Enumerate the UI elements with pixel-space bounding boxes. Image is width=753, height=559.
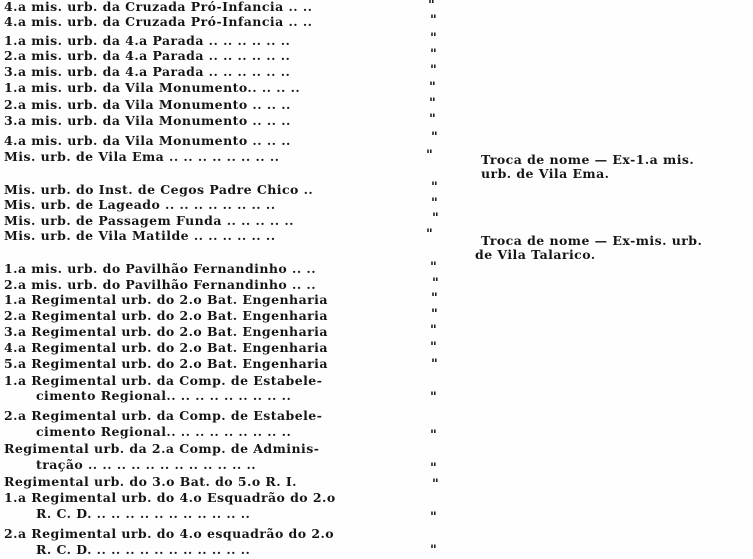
ditto-mark: " xyxy=(430,63,437,78)
entry-line: Mis. urb. de Vila Matilde .. .. .. .. .. .. xyxy=(4,228,276,243)
ditto-mark: " xyxy=(430,31,437,46)
entry-line-continuation: cimento Regional.. .. .. .. .. .. .. .. .. xyxy=(36,388,292,403)
ditto-mark: " xyxy=(426,148,433,163)
note-rename-line-2: de Vila Talarico. xyxy=(475,247,596,262)
entry-line: Mis. urb. de Vila Ema .. .. .. .. .. .. .. .. xyxy=(4,149,280,164)
note-rename-line-1: Troca de nome — Ex-mis. urb. xyxy=(481,233,703,248)
entry-line: 1.a Regimental urb. do 2.o Bat. Engenharia xyxy=(4,292,328,307)
entry-line-continuation: R. C. D. .. .. .. .. .. .. .. .. .. .. .. xyxy=(36,542,251,557)
entry-line: 4.a mis. urb. da Cruzada Pró-Infancia .. .. xyxy=(4,14,313,29)
entry-line: 2.a mis. urb. da Vila Monumento .. .. .. xyxy=(4,97,291,112)
entry-line: 1.a mis. urb. da 4.a Parada .. .. .. .. .. .. xyxy=(4,33,291,48)
ditto-mark: " xyxy=(430,47,437,62)
ditto-mark: " xyxy=(431,180,438,195)
entry-line: 2.a Regimental urb. da Comp. de Estabele- xyxy=(4,408,323,423)
ditto-mark: " xyxy=(429,112,436,127)
entry-line: 4.a Regimental urb. do 2.o Bat. Engenharia xyxy=(4,340,328,355)
ditto-mark: " xyxy=(430,461,437,476)
entry-line: 3.a mis. urb. da 4.a Parada .. .. .. .. .. .. xyxy=(4,64,291,79)
ditto-mark: " xyxy=(426,227,433,242)
ditto-mark: " xyxy=(430,323,437,338)
entry-line: 4.a mis. urb. da Cruzada Pró-Infancia .. .. xyxy=(4,0,313,14)
ditto-mark: " xyxy=(432,211,439,226)
ditto-mark: " xyxy=(432,477,439,492)
ditto-mark: " xyxy=(431,196,438,211)
entry-line: Mis. urb. do Inst. de Cegos Padre Chico .. xyxy=(4,182,314,197)
ditto-mark: " xyxy=(430,340,437,355)
entry-line: Regimental urb. da 2.a Comp. de Adminis- xyxy=(4,441,320,456)
entry-line: Mis. urb. de Passagem Funda .. .. .. .. .. xyxy=(4,213,294,228)
entry-line: 4.a mis. urb. da Vila Monumento .. .. .. xyxy=(4,133,291,148)
ditto-mark: " xyxy=(430,260,437,275)
entry-line: 2.a mis. urb. do Pavilhão Fernandinho .. .. xyxy=(4,277,317,292)
ditto-mark: " xyxy=(431,130,438,145)
entry-line: 1.a mis. urb. do Pavilhão Fernandinho .. .. xyxy=(4,261,317,276)
note-rename-line-2: urb. de Vila Ema. xyxy=(481,166,610,181)
ditto-mark: " xyxy=(430,390,437,405)
ditto-mark: " xyxy=(429,80,436,95)
entry-line: 3.a Regimental urb. do 2.o Bat. Engenharia xyxy=(4,324,328,339)
ditto-mark: " xyxy=(430,428,437,443)
ditto-mark: " xyxy=(430,543,437,558)
entry-line: Regimental urb. do 3.o Bat. do 5.o R. I. xyxy=(4,474,297,489)
ditto-mark: " xyxy=(429,96,436,111)
ditto-mark: " xyxy=(431,307,438,322)
ditto-mark: " xyxy=(431,357,438,372)
note-rename-line-1: Troca de nome — Ex-1.a mis. xyxy=(481,152,695,167)
ditto-mark: " xyxy=(431,291,438,306)
entry-line: 2.a Regimental urb. do 4.o esquadrão do 2.o xyxy=(4,526,335,541)
entry-line: 2.a mis. urb. da 4.a Parada .. .. .. .. .. .. xyxy=(4,48,291,63)
ditto-mark: " xyxy=(430,13,437,28)
ditto-mark: " xyxy=(428,0,435,13)
entry-line-continuation: R. C. D. .. .. .. .. .. .. .. .. .. .. .. xyxy=(36,506,251,521)
entry-line: 5.a Regimental urb. do 2.o Bat. Engenharia xyxy=(4,356,328,371)
ditto-mark: " xyxy=(432,276,439,291)
ditto-mark: " xyxy=(430,510,437,525)
entry-line: Mis. urb. de Lageado .. .. .. .. .. .. .. .. xyxy=(4,197,276,212)
entry-line-continuation: cimento Regional.. .. .. .. .. .. .. .. .. xyxy=(36,424,292,439)
entry-line: 2.a Regimental urb. do 2.o Bat. Engenharia xyxy=(4,308,328,323)
entry-line: 1.a mis. urb. da Vila Monumento.. .. .. .. xyxy=(4,80,301,95)
entry-line-continuation: tração .. .. .. .. .. .. .. .. .. .. .. .. xyxy=(36,457,257,472)
entry-line: 1.a Regimental urb. do 4.o Esquadrão do 2.o xyxy=(4,490,336,505)
entry-line: 1.a Regimental urb. da Comp. de Estabele- xyxy=(4,373,323,388)
entry-line: 3.a mis. urb. da Vila Monumento .. .. .. xyxy=(4,113,291,128)
